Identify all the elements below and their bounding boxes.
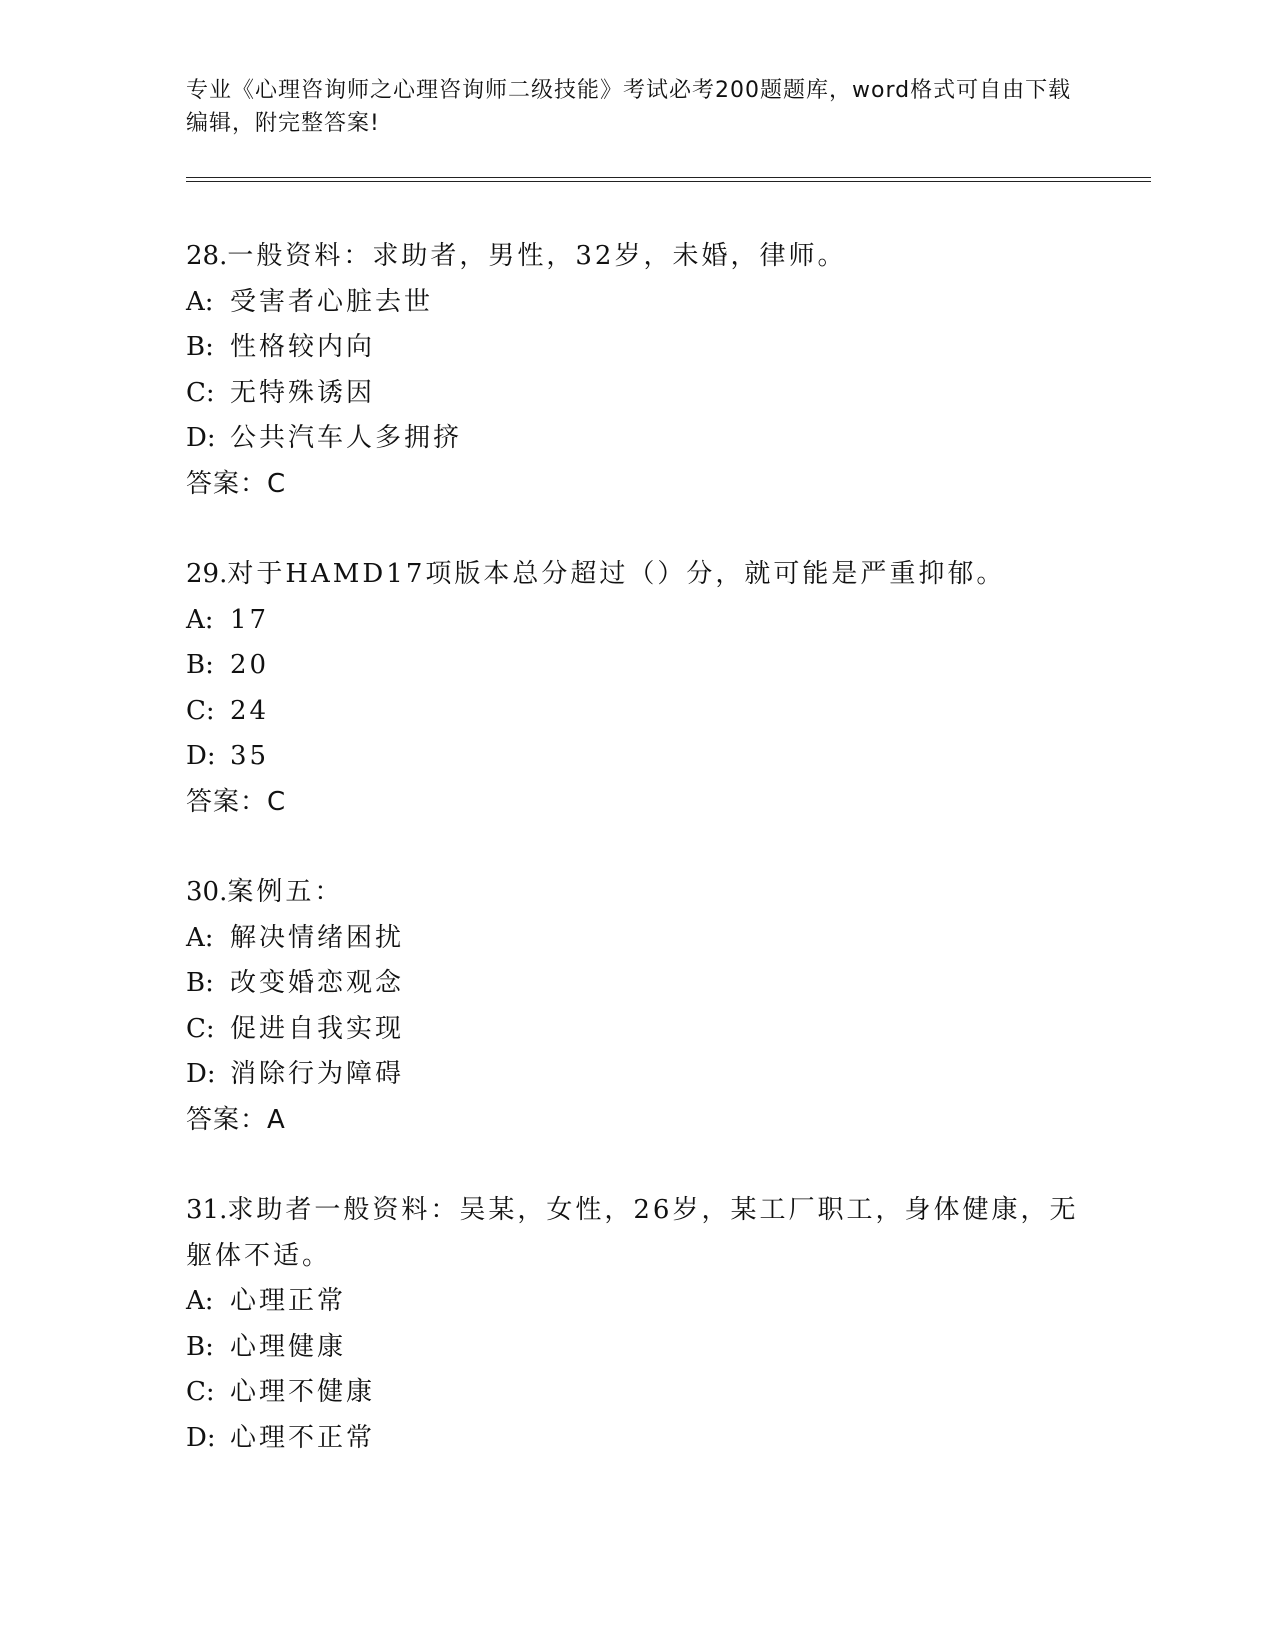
question-text: 案例五： [227,877,344,907]
option-text: 性格较内向 [230,332,376,362]
option-text: 心理不健康 [230,1377,376,1407]
question-list [186,234,1086,1506]
option-b [186,961,1086,1007]
option-d [186,734,1086,780]
option-key: C: [186,1377,215,1407]
option-a [186,916,1086,962]
option-key: B: [186,650,214,680]
option-d [186,1416,1086,1462]
question-stem [186,1188,1086,1279]
option-key: A: [186,1286,214,1316]
option-text: 24 [230,695,270,726]
option-text: 受害者心脏去世 [230,286,434,317]
question-text: 求助者一般资料：吴某，女性，26岁，某工厂职工，身体健康，无躯体不适。 [186,1195,1079,1271]
option-text: 心理不正常 [230,1422,376,1453]
option-text: 心理健康 [230,1331,347,1362]
option-key: C: [186,695,215,726]
question-28 [186,234,1086,507]
question-stem [186,870,1086,916]
option-key: D: [186,1422,216,1453]
question-31 [186,1188,1086,1461]
option-key: B: [186,1331,214,1362]
option-c [186,1370,1086,1416]
answer-line: 答案：C [186,786,287,817]
answer-line: 答案：A [186,1104,286,1135]
option-text: 公共汽车人多拥挤 [230,423,463,453]
option-key: A: [186,604,214,635]
option-b [186,1325,1086,1371]
option-text: 无特殊诱因 [230,377,376,408]
option-d [186,1052,1086,1098]
option-text: 17 [230,604,270,635]
question-stem [186,552,1086,598]
option-key: B: [186,332,214,362]
answer-line: 答案：C [186,468,287,499]
question-30 [186,870,1086,1143]
option-key: C: [186,377,215,408]
option-d [186,416,1086,462]
option-c [186,1007,1086,1053]
option-c [186,689,1086,735]
option-text: 解决情绪困扰 [230,922,405,953]
question-number: 30. [186,877,228,907]
option-a [186,1279,1086,1325]
option-text: 20 [230,650,270,680]
option-b [186,643,1086,689]
question-text: 对于HAMD17项版本总分超过（）分，就可能是严重抑郁。 [227,559,1006,589]
question-29 [186,552,1086,825]
option-key: A: [186,922,214,953]
option-a [186,280,1086,326]
question-stem [186,234,1086,280]
option-a [186,598,1086,644]
option-text: 促进自我实现 [230,1013,405,1044]
option-key: A: [186,286,214,317]
option-key: C: [186,1013,215,1044]
header-divider [186,177,1151,182]
option-key: B: [186,968,214,998]
question-number: 31. [186,1195,228,1225]
option-text: 心理正常 [230,1286,347,1316]
document-header: 专业《心理咨询师之心理咨询师二级技能》考试必考200题题库，word格式可自由下载编辑，附完整答案! [186,78,1072,136]
option-key: D: [186,1059,216,1089]
option-key: D: [186,741,216,771]
question-text: 一般资料：求助者，男性，32岁，未婚，律师。 [227,241,847,271]
question-number: 28. [186,241,228,271]
option-b [186,325,1086,371]
option-text: 35 [230,741,270,771]
option-c [186,371,1086,417]
option-text: 改变婚恋观念 [230,968,405,998]
option-text: 消除行为障碍 [230,1059,405,1089]
question-number: 29. [186,559,228,589]
option-key: D: [186,423,216,453]
